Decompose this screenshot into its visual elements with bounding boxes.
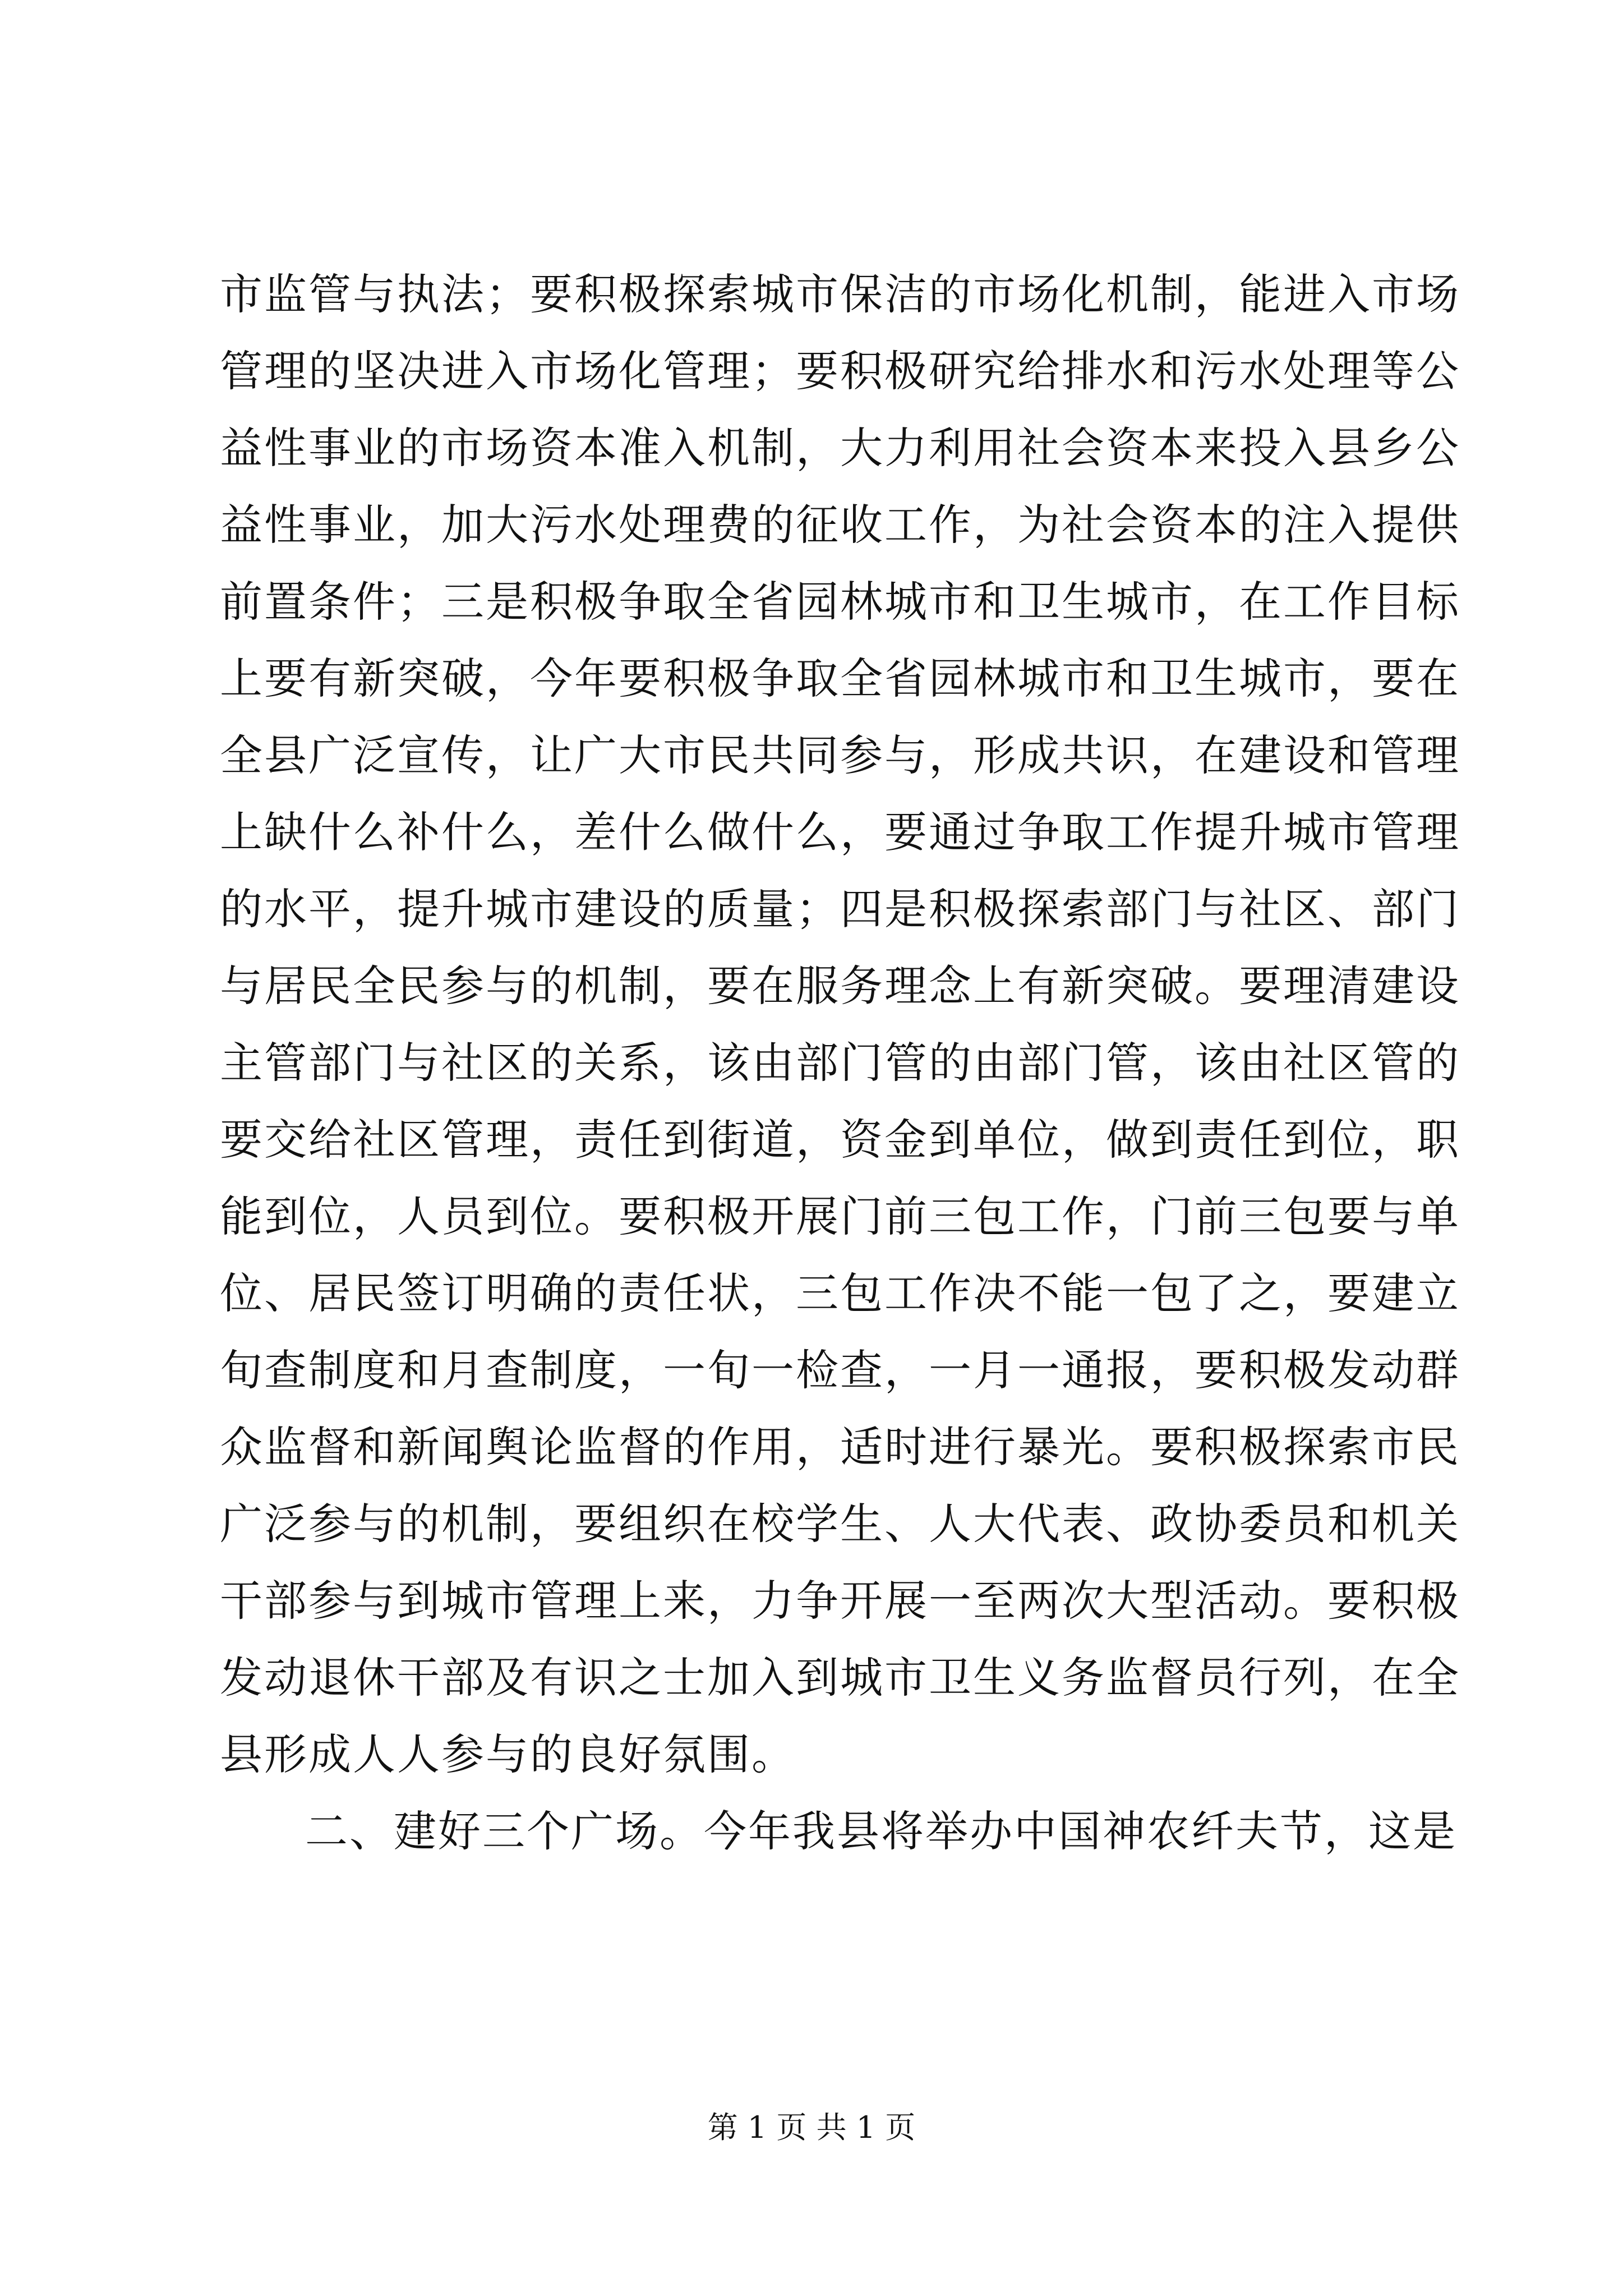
- text-line: 管理的坚决进入市场化管理；要积极研究给排水和污水处理等公: [220, 346, 1460, 396]
- text-line: 广泛参与的机制，要组织在校学生、人大代表、政协委员和机关: [220, 1499, 1460, 1549]
- text-line: 的水平，提升城市建设的质量；四是积极探索部门与社区、部门: [220, 884, 1460, 934]
- text-line: 主管部门与社区的关系，该由部门管的由部门管，该由社区管的: [220, 1038, 1460, 1088]
- text-line: 上缺什么补什么，差什么做什么，要通过争取工作提升城市管理: [220, 807, 1460, 857]
- text-line: 上要有新突破，今年要积极争取全省园林城市和卫生城市，要在: [220, 654, 1460, 703]
- text-line: 众监督和新闻舆论监督的作用，适时进行暴光。要积极探索市民: [220, 1422, 1460, 1472]
- text-line: 发动退休干部及有识之士加入到城市卫生义务监督员行列，在全: [220, 1653, 1460, 1703]
- text-line: 益性事业的市场资本准入机制，大力利用社会资本来投入县乡公: [220, 423, 1460, 473]
- text-line: 市监管与执法；要积极探索城市保洁的市场化机制，能进入市场: [220, 269, 1460, 319]
- page-footer: 第 1 页 共 1 页: [707, 2110, 916, 2145]
- text-line: 全县广泛宣传，让广大市民共同参与，形成共识，在建设和管理: [220, 730, 1460, 780]
- text-line: 能到位，人员到位。要积极开展门前三包工作，门前三包要与单: [220, 1191, 1460, 1241]
- text-line: 与居民全民参与的机制，要在服务理念上有新突破。要理清建设: [220, 961, 1460, 1011]
- text-line: 位、居民签订明确的责任状，三包工作决不能一包了之，要建立: [220, 1268, 1460, 1318]
- text-line: 益性事业，加大污水处理费的征收工作，为社会资本的注入提供: [220, 500, 1460, 550]
- text-line: 干部参与到城市管理上来，力争开展一至两次大型活动。要积极: [220, 1576, 1460, 1626]
- text-line: 旬查制度和月查制度，一旬一检查，一月一通报，要积极发动群: [220, 1345, 1460, 1395]
- text-line: 要交给社区管理，责任到街道，资金到单位，做到责任到位，职: [220, 1115, 1460, 1165]
- text-line: 前置条件；三是积极争取全省园林城市和卫生城市，在工作目标: [220, 577, 1460, 627]
- text-line: 二、建好三个广场。今年我县将举办中国神农纤夫节，这是: [305, 1806, 1457, 1856]
- text-line: 县形成人人参与的良好氛围。: [220, 1729, 796, 1779]
